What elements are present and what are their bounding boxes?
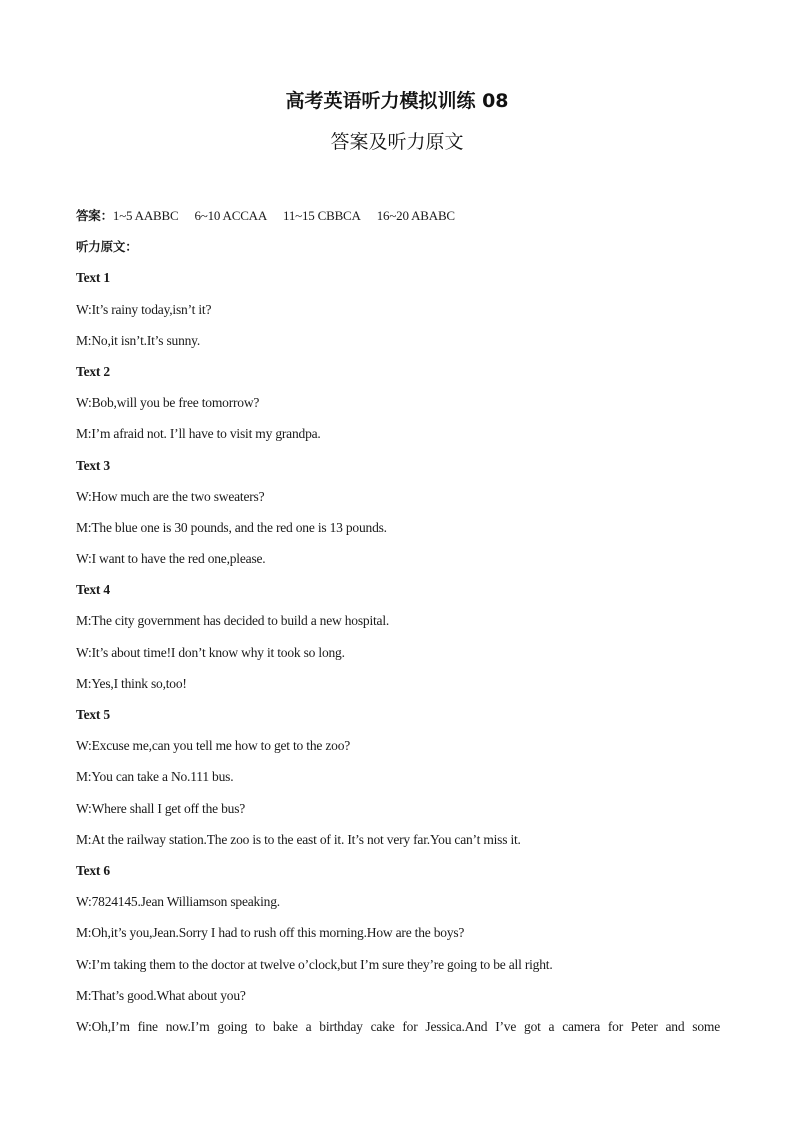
dialogue-line: M:No,it isn’t.It’s sunny.: [76, 332, 201, 348]
answer-group: 11~15 CBBCA: [283, 208, 361, 223]
text-heading: Text 5: [76, 707, 110, 722]
text-heading: Text 3: [76, 457, 110, 473]
answer-key-label: 答案：: [76, 208, 113, 223]
dialogue-line: M:Yes,I think so,too!: [76, 675, 187, 691]
dialogue-line: W:Bob,will you be free tomorrow?: [76, 395, 260, 411]
dialogue-line: W:Oh,I’m fine now.I’m going to bake a birthday cake for Jessica.And I’ve got a camera for Peter and some: [76, 1018, 720, 1034]
answer-group: 6~10 ACCAA: [194, 208, 268, 223]
dialogue-line: W:7824145.Jean Williamson speaking.: [76, 894, 280, 910]
text-heading: Text 1: [76, 270, 110, 286]
dialogue-line: M:I’m afraid not. I’ll have to visit my grandpa.: [76, 426, 321, 442]
dialogue-line: W:I’m taking them to the doctor at twelve o’clock,but I’m sure they’re going to be all right.: [76, 956, 553, 972]
text-heading: Text 4: [76, 582, 110, 598]
answer-group: 16~20 ABABC: [376, 208, 455, 223]
answer-key: [76, 206, 720, 237]
dialogue-line: W:How much are the two sweaters?: [76, 488, 265, 504]
answer-group: 1~5 AABBC: [112, 208, 179, 223]
dialogue-line: M:At the railway station.The zoo is to the east of it. It’s not very far.You can’t miss it.: [76, 831, 521, 847]
dialogue-line: W:I want to have the red one,please.: [76, 551, 266, 567]
text-heading: Text 2: [76, 363, 110, 379]
dialogue-line: M:You can take a No.111 bus.: [76, 769, 234, 785]
transcript-label-line: [76, 237, 720, 268]
dialogue-line: M:The blue one is 30 pounds, and the red one is 13 pounds.: [76, 519, 387, 535]
document-body: [76, 206, 720, 1048]
dialogue-line: M:Oh,it’s you,Jean.Sorry I had to rush off this morning.How are the boys?: [76, 925, 465, 941]
transcript-label: 听力原文：: [76, 239, 138, 255]
dialogue-line: W:Excuse me,can you tell me how to get to the zoo?: [76, 738, 351, 754]
dialogue-line: W:It’s rainy today,isn’t it?: [76, 301, 212, 317]
document-title: 高考英语听力模拟训练 08: [285, 90, 509, 112]
text-heading: Text 6: [76, 862, 110, 878]
dialogue-line: W:It’s about time!I don’t know why it took so long.: [76, 644, 345, 660]
document-subtitle: 答案及听力原文: [330, 131, 464, 153]
dialogue-line: M:That’s good.What about you?: [76, 987, 246, 1003]
dialogue-line: W:Where shall I get off the bus?: [76, 800, 246, 816]
dialogue-line: M:The city government has decided to build a new hospital.: [76, 613, 390, 629]
